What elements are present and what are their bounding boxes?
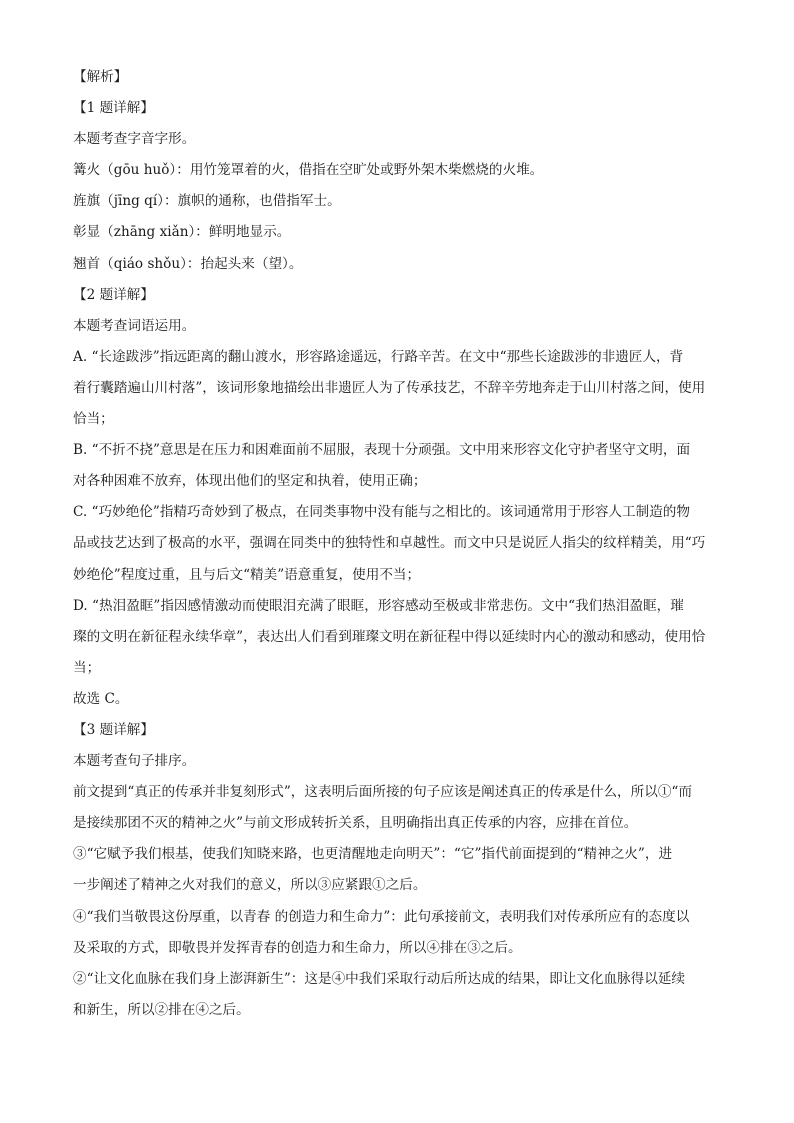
paragraph-line: 本题考查句子排序。 [73,753,196,770]
paragraph-line: 前文提到“真正的传承并非复刻形式”，这表明后面所接的句子应该是阐述真正的传承是什么，所以①“而 [73,784,692,801]
paragraph-line: 本题考查字音字形。 [73,131,196,148]
option-c-line: C. “巧妙绝伦”指精巧奇妙到了极点，在同类事物中没有能与之相比的。该词通常用于形容人工制造的物 [73,504,690,521]
paragraph-line: 本题考查词语运用。 [73,317,196,334]
paragraph-line: 是接续那团不灭的精神之火”与前文形成转折关系，且明确指出真正传承的内容，应排在首位。 [73,815,638,832]
question-3-heading: 【3 题详解】 [73,721,154,738]
question-2-heading: 【2 题详解】 [73,286,154,303]
option-a-line: 恰当； [73,411,114,428]
paragraph-line: 旌旗（jīng qí）：旗帜的通称，也借指军士。 [73,193,341,210]
paragraph-line: 一步阐述了精神之火对我们的意义，所以③应紧跟①之后。 [73,877,427,894]
option-a-line: A. “长途跋涉”指远距离的翻山渡水，形容路途遥远，行路辛苦。在文中“那些长途跋涉的非遗匠人，背 [73,348,684,365]
analysis-heading: 【解析】 [73,69,128,85]
answer-choice: 故选 C。 [73,690,129,707]
paragraph-line: ③“它赋予我们根基，使我们知晓来路，也更清醒地走向明天”：“它”指代前面提到的“精神之火”，进 [73,846,673,863]
question-1-heading: 【1 题详解】 [73,100,154,117]
option-d-line: D. “热泪盈眶”指因感情激动而使眼泪充满了眼眶，形容感动至极或非常悲伤。文中“我们热泪盈眶，璀 [73,597,684,614]
paragraph-line: 翘首（qiáo shǒu）：抬起头来（望）。 [73,255,303,272]
paragraph-line: ④“我们当敬畏这份厚重，以青春 的创造力和生命力”：此句承接前文，表明我们对传承所应有的态度以 [73,908,690,925]
option-d-line: 璨的文明在新征程永续华章”，表达出人们看到璀璨文明在新征程中得以延续时内心的激动和感动，使用恰 [73,628,706,645]
option-c-line: 品或技艺达到了极高的水平，强调在同类中的独特性和卓越性。而文中只是说匠人指尖的纹样精美，用“巧 [73,535,706,552]
option-b-line: B. “不折不挠”意思是在压力和困难面前不屈服，表现十分顽强。文中用来形容文化守护者坚守文明，面 [73,442,691,459]
answer-analysis [73,62,725,1026]
option-c-line: 妙绝伦”程度过重，且与后文“精美”语意重复，使用不当； [73,566,421,583]
option-a-line: 着行囊踏遍山川村落”，该词形象地描绘出非遗匠人为了传承技艺，不辞辛劳地奔走于山川村落之间，使用 [73,379,706,396]
option-d-line: 当； [73,659,101,676]
paragraph-line: 彰显（zhāng xiǎn）：鲜明地显示。 [73,224,291,241]
option-b-line: 对各种困难不放弃，体现出他们的坚定和执着，使用正确； [73,473,427,490]
paragraph-line: 和新生，所以②排在④之后。 [73,1001,250,1018]
paragraph-line: 篝火（gōu huǒ）：用竹笼罩着的火，借指在空旷处或野外架木柴燃烧的火堆。 [73,162,544,179]
paragraph-line: 及采取的方式，即敬畏并发挥青春的创造力和生命力，所以④排在③之后。 [73,939,522,956]
paragraph-line: ②“让文化血脉在我们身上澎湃新生”：这是④中我们采取行动后所达成的结果，即让文化血脉得以延续 [73,970,686,987]
